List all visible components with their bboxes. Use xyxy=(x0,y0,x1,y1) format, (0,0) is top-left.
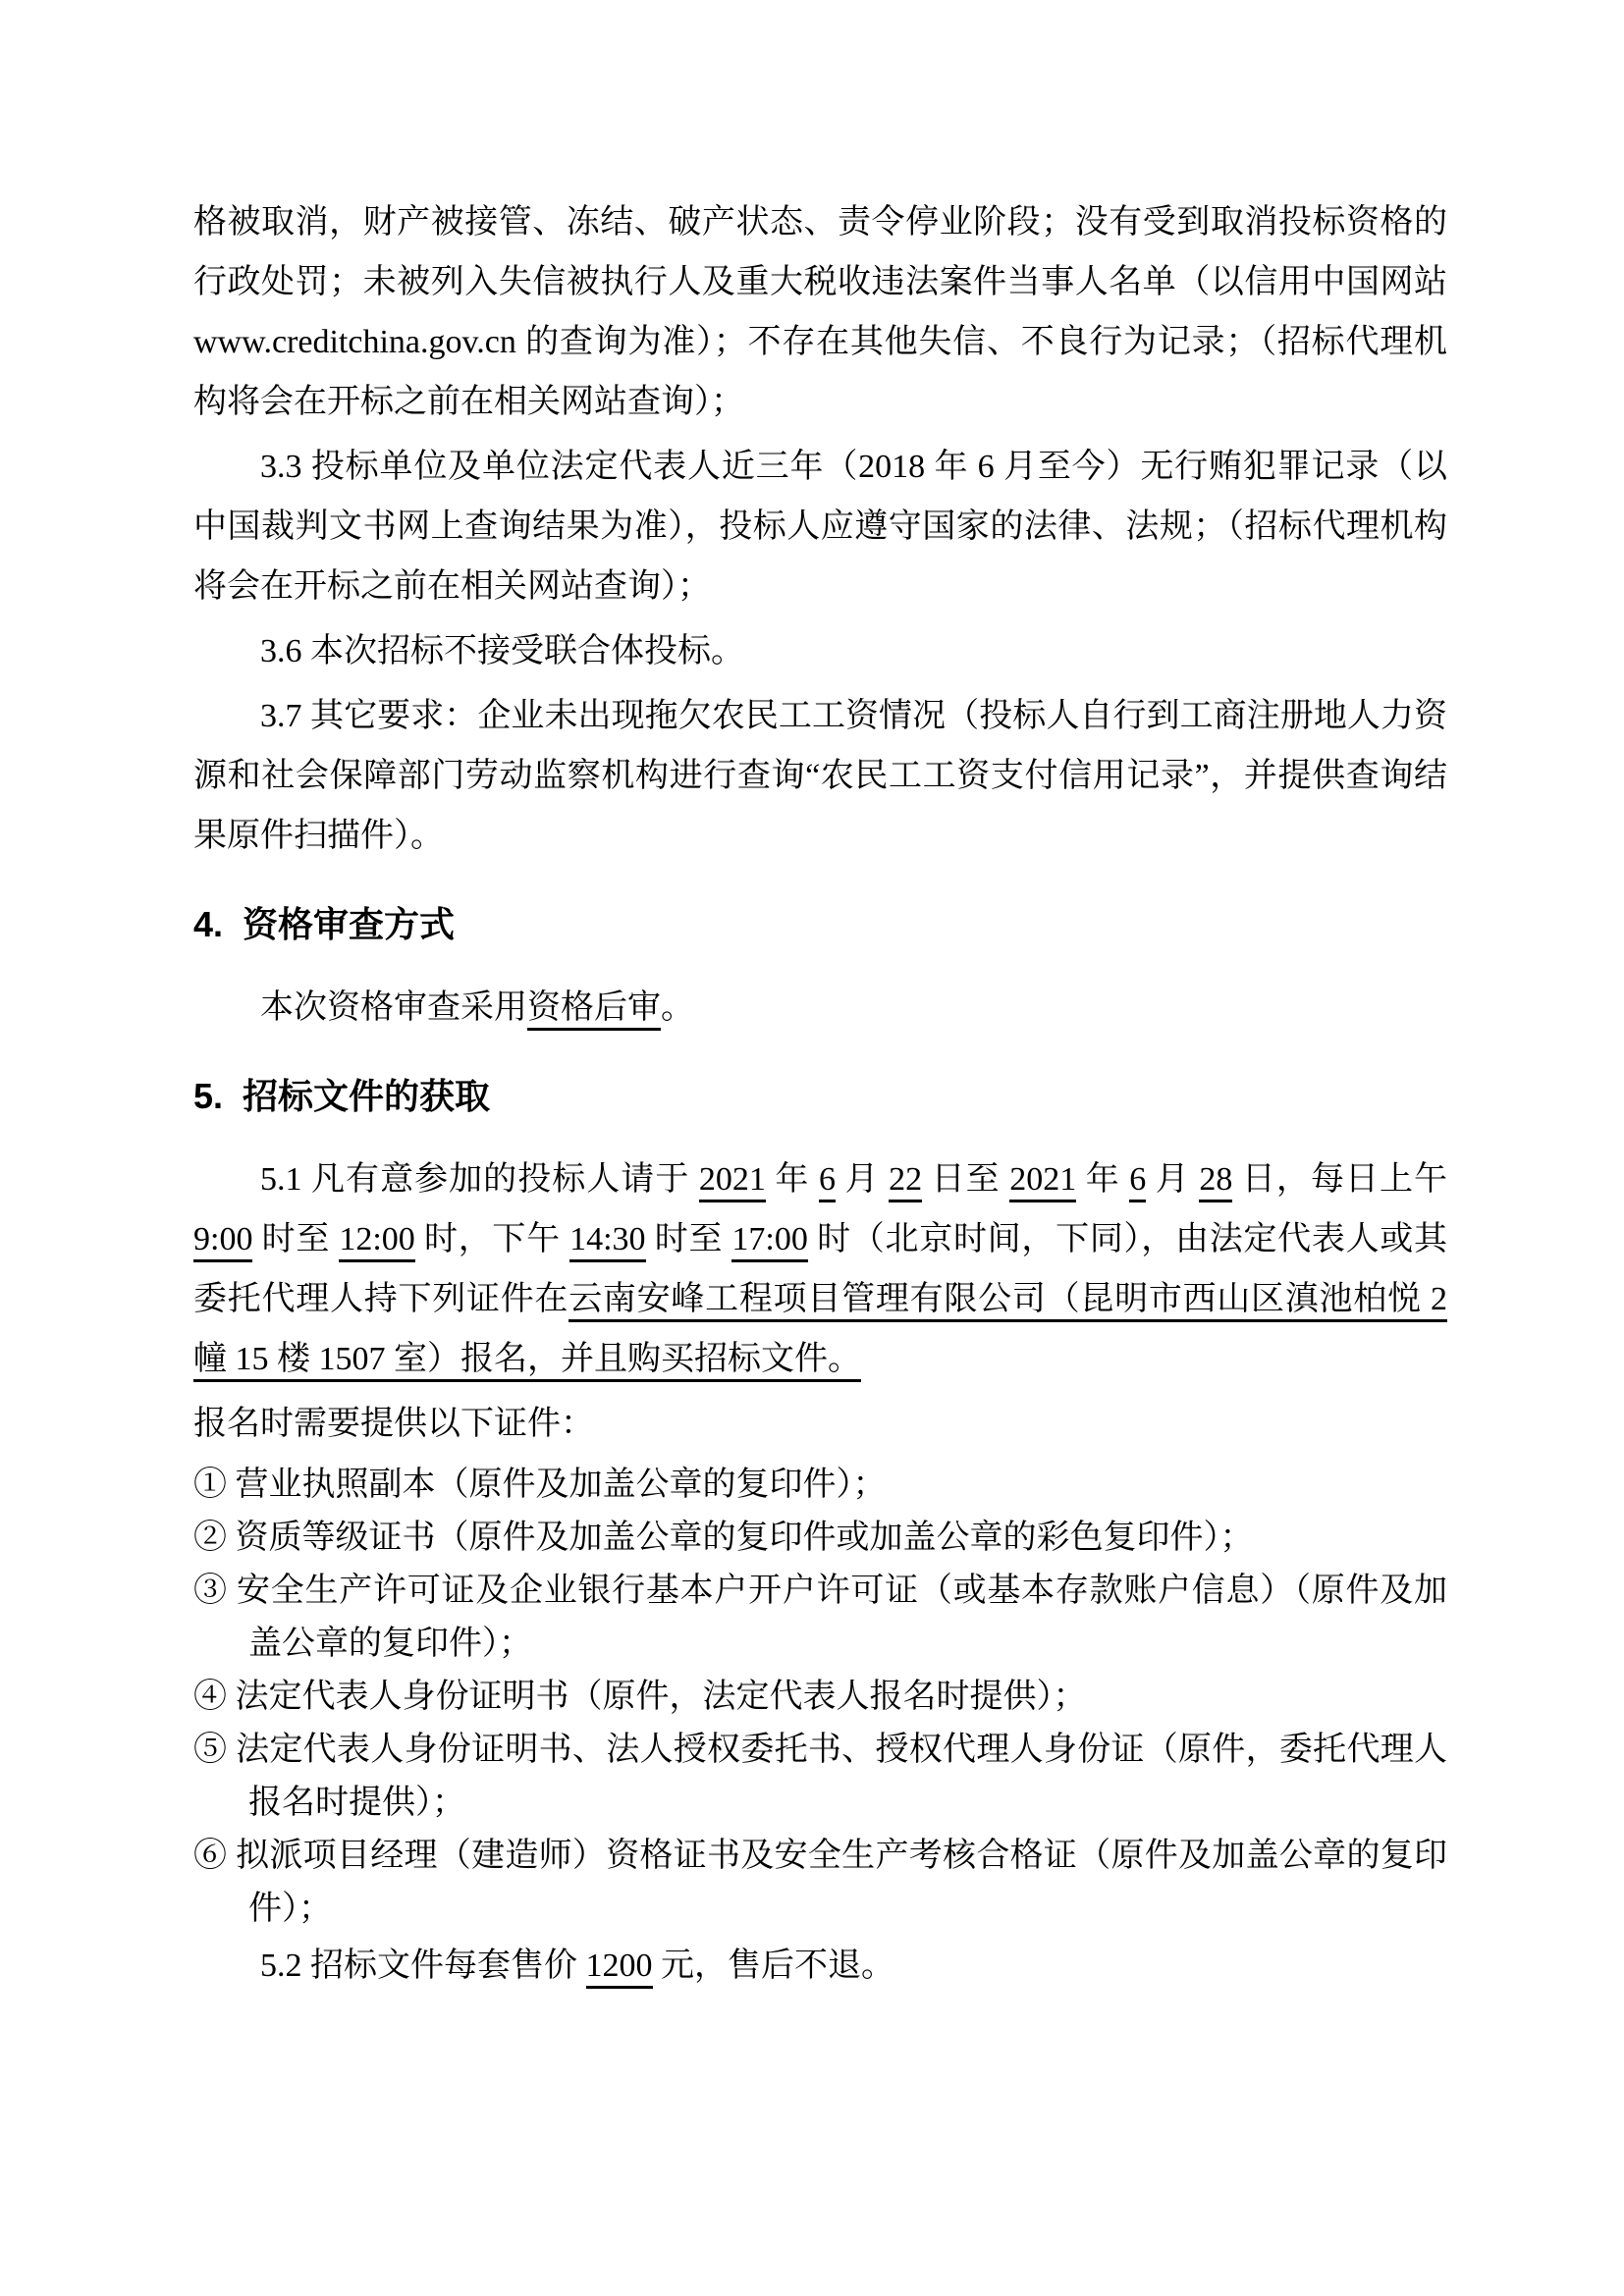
text-segment: 3.7 其它要求：企业未出现拖欠农民工工资情况（投标人自行到工商注册地人力资源和社会保障部门劳动监察机构进行查询“农民工工资支付信用记录”，并提供查询结果原件扫描件）。 xyxy=(193,698,1447,854)
text-segment: 营业执照副本（原件及加盖公章的复印件）； xyxy=(235,1467,887,1503)
text-segment: 法定代表人身份证明书、法人授权委托书、授权代理人身份证（原件，委托代理人报名时提供）； xyxy=(236,1732,1448,1821)
paragraph-4-1 xyxy=(193,978,1447,1038)
text-segment: 本次资格审查采用 xyxy=(260,989,527,1026)
text-segment: 5.2 招标文件每套售价 xyxy=(260,1948,586,1984)
underlined-text: 9:00 xyxy=(193,1221,252,1262)
paragraph-3-7 xyxy=(193,686,1447,866)
text-segment: 年 xyxy=(1076,1161,1130,1198)
list-marker: ① xyxy=(193,1467,236,1503)
underlined-text: 14:30 xyxy=(569,1221,645,1262)
underlined-text: 1200 xyxy=(586,1948,653,1989)
section-5-heading xyxy=(193,1071,1447,1122)
underlined-text: 2021 xyxy=(1009,1161,1076,1202)
list-marker: ④ xyxy=(193,1679,236,1715)
text-segment: 元，售后不退。 xyxy=(652,1948,894,1984)
paragraph-5-2 xyxy=(193,1936,1447,1996)
list-marker: ③ xyxy=(193,1573,237,1609)
text-segment: 日，每日上午 xyxy=(1232,1161,1448,1198)
paragraph-3-3 xyxy=(193,437,1447,616)
list-item-5 xyxy=(193,1724,1447,1830)
paragraph-3-2-continuation xyxy=(193,192,1447,432)
list-item-6 xyxy=(193,1830,1447,1936)
section-4-heading xyxy=(193,899,1447,950)
text-segment: 月 xyxy=(1146,1161,1200,1198)
text-segment: 安全生产许可证及企业银行基本户开户许可证（或基本存款账户信息）（原件及加盖公章的复印件）； xyxy=(237,1573,1448,1662)
text-segment: 资质等级证书（原件及加盖公章的复印件或加盖公章的彩色复印件）； xyxy=(235,1520,1254,1556)
paragraph-credentials-intro xyxy=(193,1394,1447,1454)
paragraph-3-6 xyxy=(193,621,1447,681)
text-segment: 月 xyxy=(835,1161,890,1198)
list-item-4 xyxy=(193,1671,1447,1724)
text-segment: 时，下午 xyxy=(414,1221,570,1257)
text-segment: 4. 资格审查方式 xyxy=(193,904,456,944)
list-marker: ⑤ xyxy=(193,1732,237,1768)
text-segment: 3.3 投标单位及单位法定代表人近三年（2018 年 6 月至今）无行贿犯罪记录（以中国裁判文书网上查询结果为准），投标人应遵守国家的法律、法规；（招标代理机构将会在开标之前在相关网站查询）； xyxy=(193,449,1447,605)
text-segment: 格被取消，财产被接管、冻结、破产状态、责令停业阶段；没有受到取消投标资格的行政处罚；未被列入失信被执行人及重大税收违法案件当事人名单（以信用中国网站 www.creditchina.gov.cn 的查询为准）；不存在其他失信、不良行为记录；（招标代理机构将会在开标之前在相关网站查询）； xyxy=(193,204,1447,420)
list-item-1 xyxy=(193,1459,1447,1512)
text-segment: 。 xyxy=(661,989,694,1026)
underlined-text: 6 xyxy=(1129,1161,1146,1202)
underlined-text: 17:00 xyxy=(731,1221,807,1262)
text-segment: 法定代表人身份证明书（原件，法定代表人报名时提供）； xyxy=(235,1679,1087,1715)
underlined-text: 云南安峰工程项目管理有限公司（昆明市西山区滇池柏悦 2 幢 15 楼 1507 室）报名，并且购买招标文件。 xyxy=(193,1281,1447,1382)
paragraph-5-1 xyxy=(193,1149,1447,1389)
text-segment: 日至 xyxy=(922,1161,1010,1198)
text-segment: 时（北京时间，下同），由法定代表人或其委托代理人持下列证件在 xyxy=(193,1221,1448,1317)
underlined-text: 22 xyxy=(889,1161,922,1202)
underlined-text: 资格后审 xyxy=(527,989,661,1031)
list-marker: ⑥ xyxy=(193,1838,237,1874)
text-segment: 时至 xyxy=(252,1221,340,1257)
text-segment: 5. 招标文件的获取 xyxy=(193,1076,491,1116)
text-segment: 拟派项目经理（建造师）资格证书及安全生产考核合格证（原件及加盖公章的复印件）； xyxy=(236,1838,1448,1927)
underlined-text: 2021 xyxy=(699,1161,766,1202)
list-item-3 xyxy=(193,1565,1447,1671)
text-segment: 报名时需要提供以下证件： xyxy=(193,1406,594,1442)
text-segment: 年 xyxy=(765,1161,819,1198)
list-item-2 xyxy=(193,1512,1447,1565)
underlined-text: 12:00 xyxy=(339,1221,414,1262)
list-marker: ② xyxy=(193,1520,236,1556)
text-segment: 5.1 凡有意参加的投标人请于 xyxy=(260,1161,699,1198)
text-segment: 时至 xyxy=(645,1221,732,1257)
underlined-text: 28 xyxy=(1199,1161,1232,1202)
document-content xyxy=(193,192,1447,1996)
text-segment: 3.6 本次招标不接受联合体投标。 xyxy=(260,633,744,669)
underlined-text: 6 xyxy=(819,1161,836,1202)
